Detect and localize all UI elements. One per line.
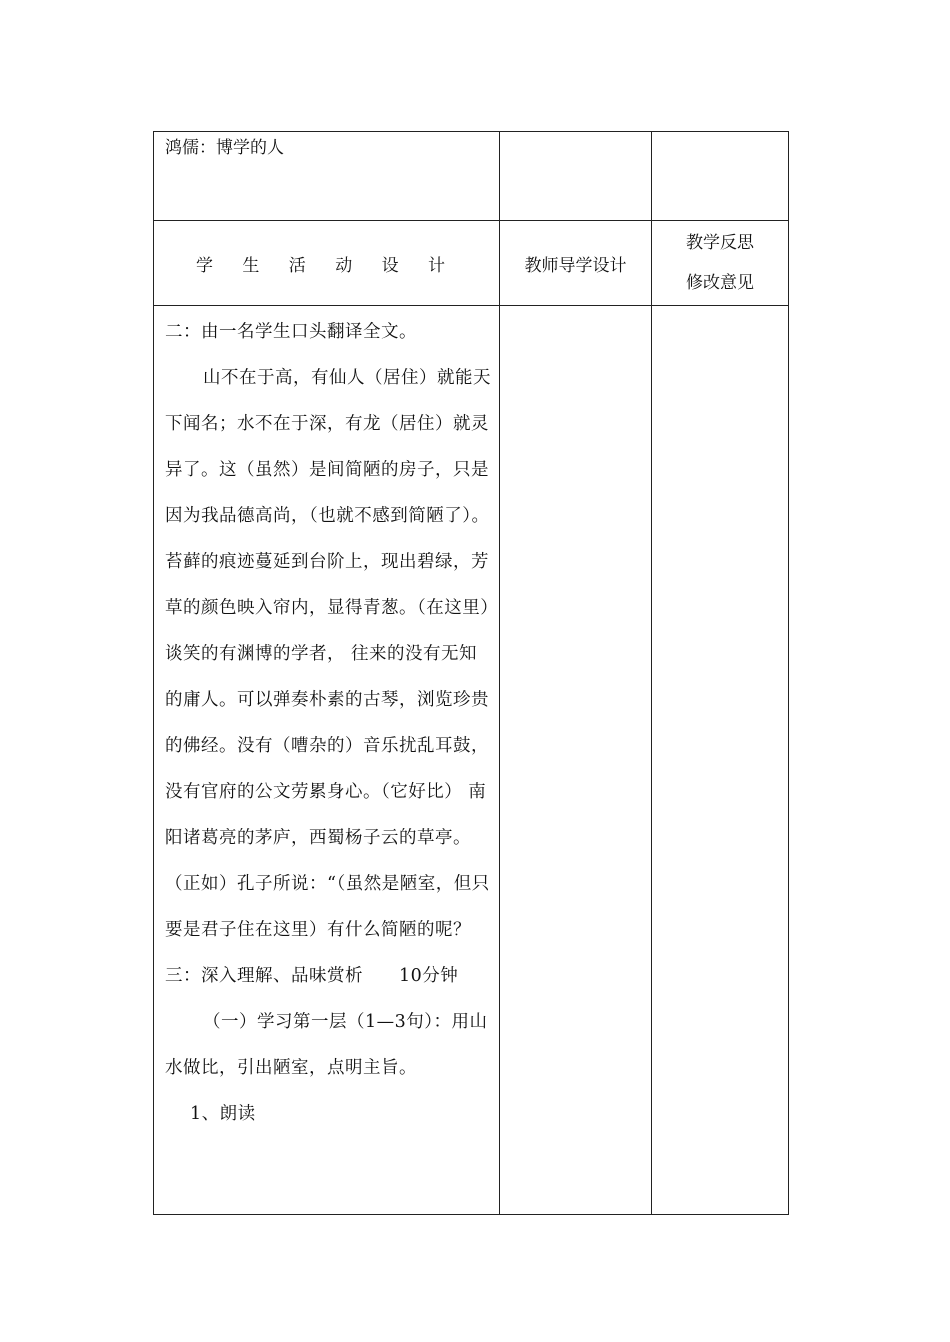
- activity-content: [154, 306, 499, 1137]
- student-activity-header: 学 生 活 动 设 计: [195, 255, 458, 276]
- reflection-header-line1: 教学反思: [686, 233, 754, 253]
- definition-cell: [154, 132, 500, 221]
- vocab-definition: 鸿儒：博学的人: [165, 138, 284, 158]
- section-3-title: 三：深入理解、品味赏析 10分钟: [165, 966, 459, 986]
- student-activity-body-cell: [154, 306, 500, 1215]
- table-row: [154, 306, 789, 1215]
- subsection-1: （一）学习第一层（1—3句）：用山水做比，引出陋室，点明主旨。: [165, 1012, 488, 1078]
- teacher-guide-header-cell: [500, 221, 652, 306]
- reflection-header: [652, 221, 788, 305]
- teacher-cell-top: [500, 132, 652, 221]
- table-row: [154, 132, 789, 221]
- reflection-header-line2: 修改意见: [686, 273, 754, 293]
- step-1: 1、朗读: [190, 1104, 256, 1124]
- lesson-plan-table: [153, 131, 789, 1215]
- section-2-title: 二：由一名学生口头翻译全文。: [165, 322, 417, 342]
- student-activity-header-cell: [154, 221, 500, 306]
- table-header-row: [154, 221, 789, 306]
- reflection-body-cell: [652, 306, 789, 1215]
- reflection-cell-top: [652, 132, 789, 221]
- translation-paragraph: 山不在于高，有仙人（居住）就能天下闻名；水不在于深，有龙（居住）就灵异了。这（虽然）是间简陋的房子，只是因为我品德高尚，（也就不感到简陋了）。苔藓的痕迹蔓延到台阶上，现出碧绿，芳草的颜色映入帘内，显得青葱。（在这里）谈笑的有渊博的学者， 往来的没有无知的庸人。可以弹奏朴素的古琴，浏览珍贵的佛经。没有（嘈杂的）音乐扰乱耳鼓，没有官府的公文劳累身心。（它好比） 南阳诸葛亮的茅庐，西蜀杨子云的草亭。（正如）孔子所说：“（虽然是陋室，但只要是君子住在这里）有什么简陋的呢？: [165, 368, 491, 940]
- reflection-header-cell: [652, 221, 789, 306]
- teacher-guide-header: 教师导学设计: [524, 255, 627, 276]
- teacher-guide-body-cell: [500, 306, 652, 1215]
